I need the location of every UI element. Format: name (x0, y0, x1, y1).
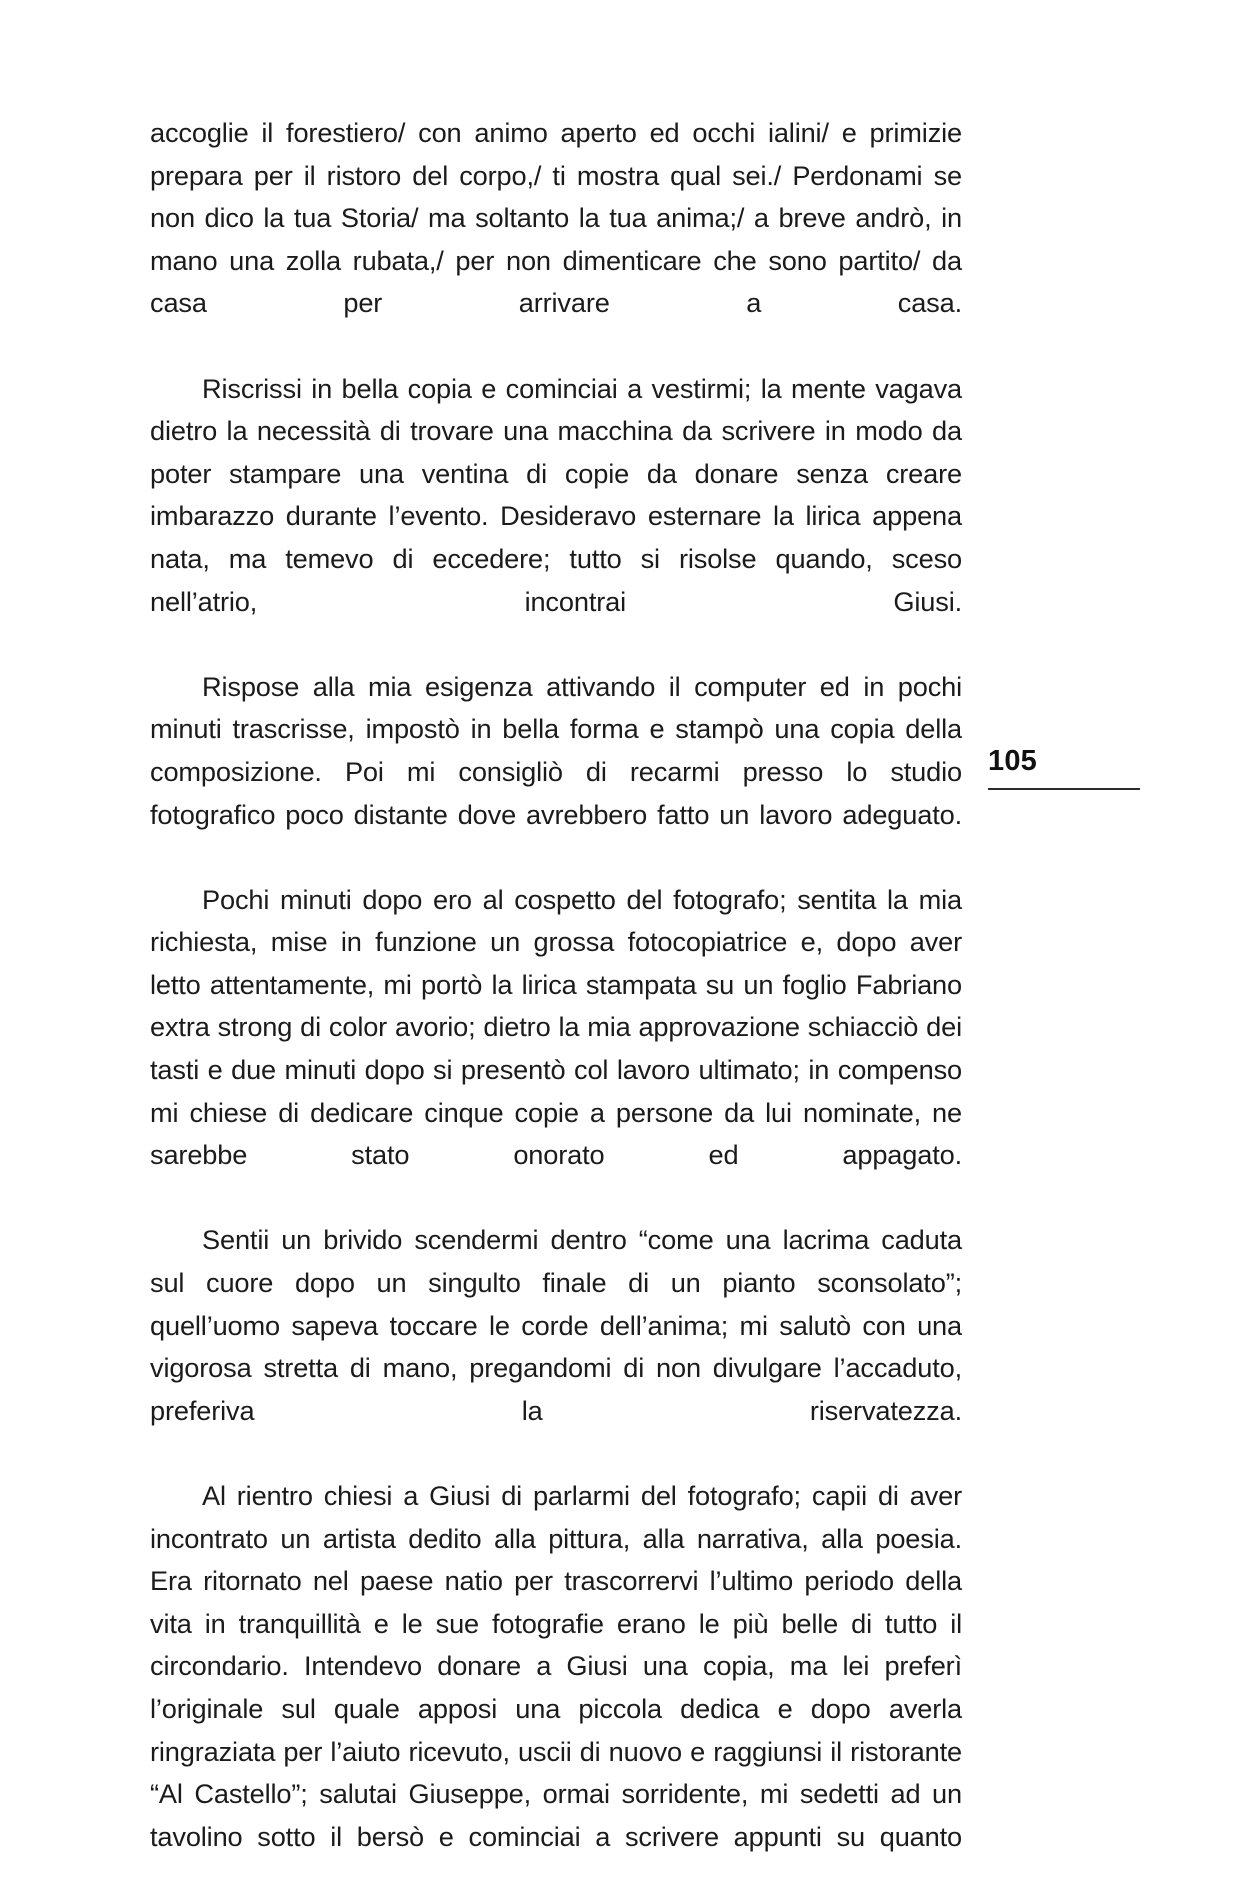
paragraph-poem-continuation: accoglie il forestiero/ con animo aperto ed occhi ialini/ e primizie prepara per il ristoro del corpo,/ ti mostra qual sei./ Perdonami se non dico la tua Storia/ ma soltanto la tua anima;/ a breve andrò, in mano una zolla rubata,/ per non dimenticare che sono partito/ da casa per arrivare a casa. (150, 117, 962, 319)
folio-rule (988, 788, 1140, 790)
body-text-column (150, 112, 962, 1901)
page-folio (988, 747, 1148, 790)
paragraph-sentii: Sentii un brivido scendermi dentro “come una lacrima caduta sul cuore dopo un singulto finale di un pianto sconsolato”; quell’uomo sapeva toccare le corde dell’anima; mi salutò con una vigorosa stretta di mano, pregandomi di non divulgare l’accaduto, preferiva la riservatezza. (150, 1224, 962, 1426)
paragraph-rispose: Rispose alla mia esigenza attivando il computer ed in pochi minuti trascrisse, impostò in bella forma e stampò una copia della composizione. Poi mi consigliò di recarmi presso lo studio fotografico poco distante dove avrebbero fatto un lavoro adeguato. (150, 670, 962, 830)
paragraph-pochi-minuti: Pochi minuti dopo ero al cospetto del fotografo; sentita la mia richiesta, mise in funzione un grossa fotocopiatrice e, dopo aver letto attentamente, mi portò la lirica stampata su un foglio Fabriano extra strong di color avorio; dietro la mia approvazione schiacciò dei tasti e due minuti dopo si presentò col lavoro ultimato; in compenso mi chiese di dedicare cinque copie a persone da lui nominate, ne sarebbe stato onorato ed appagato. (150, 883, 962, 1171)
paragraph-al-rientro: Al rientro chiesi a Giusi di parlarmi del fotografo; capii di aver incontrato un artista dedito alla pittura, alla narrativa, alla poesia. Era ritornato nel paese natio per trascorrervi l’ultimo periodo della vita in tranquillità e le sue fotografie erano le più belle di tutto il circondario. Intendevo donare a Giusi una copia, ma lei preferì l’originale sul quale apposi una piccola dedica e dopo averla ringraziata per l’aiuto ricevuto, uscii di nuovo e raggiunsi il ristorante “Al Castello”; salutai Giuseppe, ormai sorridente, mi sedetti ad un tavolino sotto il bersò e cominciai a scrivere appunti su quanto (150, 1480, 962, 1852)
page-number: 105 (988, 745, 1037, 777)
paragraph-riscrissi: Riscrissi in bella copia e cominciai a vestirmi; la mente vagava dietro la necessità di trovare una macchina da scrivere in modo da poter stampare una ventina di copie da donare senza creare imbarazzo durante l’evento. Desideravo esternare la lirica appena nata, ma temevo di eccedere; tutto si risolse quando, sceso nell’atrio, incontrai Giusi. (150, 372, 962, 617)
